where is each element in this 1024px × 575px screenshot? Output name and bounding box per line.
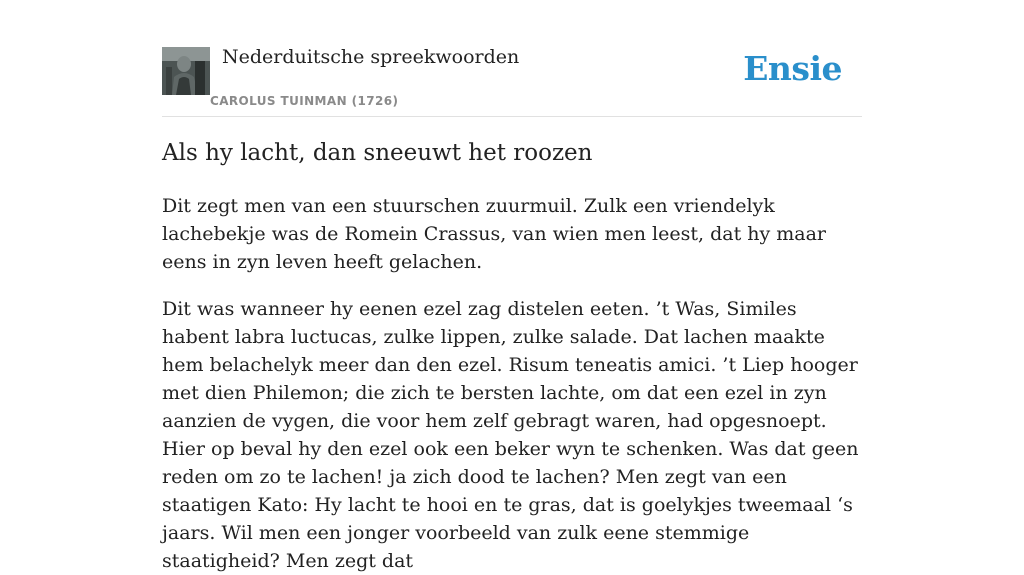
page-container	[162, 0, 862, 572]
article-paragraph: Dit was wanneer hy eenen ezel zag distelen eeten. ’t Was, Similes habent labra luctucas, zulke lippen, zulke salade. Dat lachen maakte hem belachelyk meer dan den ezel. Risum teneatis amici. ’t Liep hooger met dien Philemon; die zich te bersten lachte, om dat een ezel in zyn aanzien de vygen, die voor hem zelf gebragt waren, had opgesnoept. Hier op beval hy den ezel ook een beker wyn te schenken. Was dat geen reden om zo te lachen! ja zich dood te lachen? Men zegt van een staatigen Kato: Hy lacht te hooi en te gras, dat is goelykjes tweemaal ‘s jaars. Wil men een jonger voorbeeld van zulk eene stemmige staatigheid? Men zegt dat	[162, 298, 859, 572]
brand-logo[interactable]: Ensie	[743, 49, 842, 88]
header	[162, 0, 862, 117]
book-cover-avatar[interactable]	[162, 47, 210, 95]
article-paragraph: Dit zegt men van een stuurschen zuurmuil. Zulk een vriendelyk lachebekje was de Romein Crassus, van wien men leest, dat hy maar eens in zyn leven heeft gelachen.	[162, 195, 827, 273]
article-title: Als hy lacht, dan sneeuwt het roozen	[162, 140, 593, 166]
author-byline[interactable]: CAROLUS TUINMAN (1726)	[210, 94, 399, 108]
book-title[interactable]: Nederduitsche spreekwoorden	[222, 46, 520, 68]
statue-portrait-icon	[162, 47, 210, 95]
